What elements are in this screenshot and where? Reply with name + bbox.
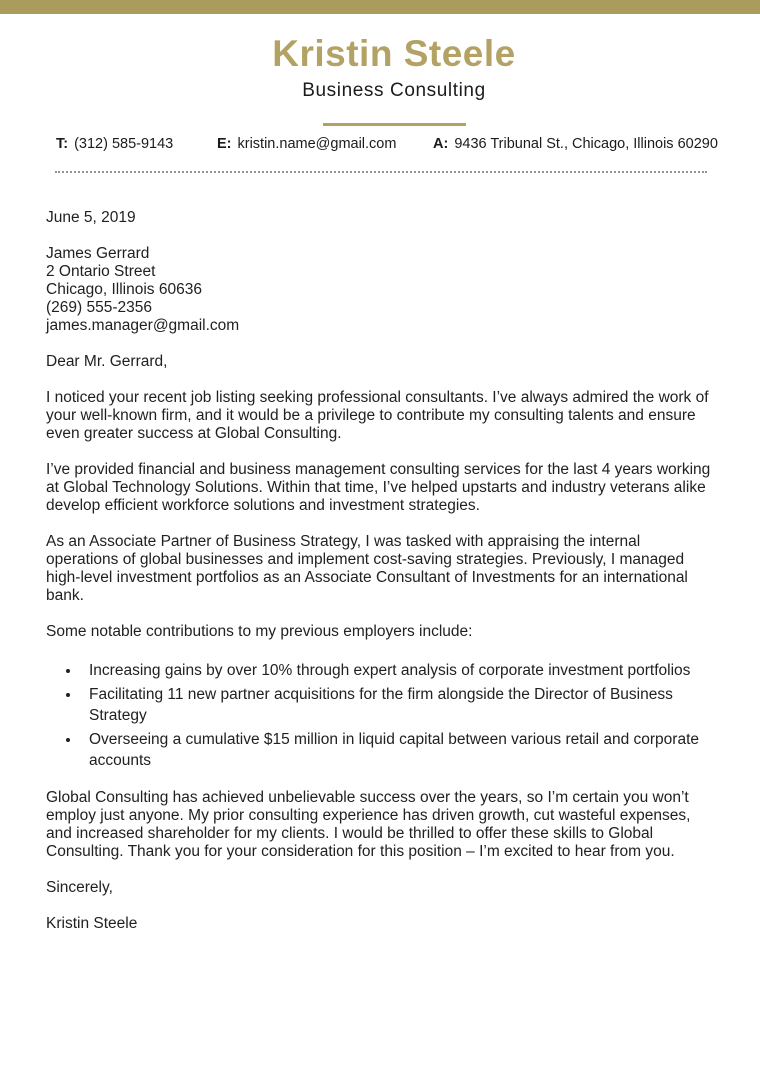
recipient-street: 2 Ontario Street <box>46 262 156 280</box>
top-accent-bar <box>0 0 760 14</box>
paragraph-1: I noticed your recent job listing seeking professional consultants. I’ve always admired the work of your well-known firm, and it would be a privilege to contribute my consulting talents and ensure even greater success at Global Consulting. <box>46 388 709 442</box>
header-divider-line <box>323 123 466 126</box>
signature: Kristin Steele <box>46 915 138 933</box>
recipient-phone: (269) 555-2356 <box>46 298 152 316</box>
address-label: A: <box>433 135 449 152</box>
list-item-1: • Increasing gains by over 10% through expert analysis of corporate investment portfolios <box>81 661 714 682</box>
page-title: Kristin Steele <box>272 33 516 74</box>
dotted-divider-line <box>55 171 707 173</box>
letter-body <box>46 209 714 934</box>
recipient-city: Chicago, Illinois 60636 <box>46 280 202 298</box>
recipient-name: James Gerrard <box>46 244 150 262</box>
closing-paragraph: Global Consulting has achieved unbelievable success over the years, so I’m certain you won’t employ just anyone. My prior consulting experience has driven growth, cut wasteful expenses, and increased shareholder for my clients. I would be thrilled to offer these skills to Global Consulting. Thank you for your consideration for this position – I’m excited to hear from you. <box>46 789 691 861</box>
salutation: Dear Mr. Gerrard, <box>46 352 168 370</box>
contact-email <box>217 136 396 152</box>
contact-address <box>433 136 718 152</box>
paragraph-3: As an Associate Partner of Business Strategy, I was tasked with appraising the internal operations of global businesses and implement cost-saving strategies. Previously, I managed high-level investment portfolios as an Associate Consultant of Investments for an international bank. <box>46 532 688 604</box>
phone-value: (312) 585-9143 <box>74 135 174 152</box>
contributions-list <box>46 661 714 772</box>
phone-label: T: <box>56 135 69 152</box>
email-label: E: <box>217 135 232 152</box>
contact-phone <box>56 136 173 152</box>
recipient-block <box>46 245 714 335</box>
contact-bar <box>0 136 760 156</box>
date-line: June 5, 2019 <box>46 208 136 226</box>
page-subtitle: Business Consulting <box>302 79 486 101</box>
recipient-email: james.manager@gmail.com <box>46 316 240 334</box>
email-value: kristin.name@gmail.com <box>237 135 397 152</box>
signoff: Sincerely, <box>46 879 113 897</box>
list-item-2: • Facilitating 11 new partner acquisitions for the firm alongside the Director of Business Strategy <box>81 685 714 726</box>
address-value: 9436 Tribunal St., Chicago, Illinois 60290 <box>454 135 718 152</box>
paragraph-2: I’ve provided financial and business management consulting services for the last 4 years working at Global Technology Solutions. Within that time, I’ve helped upstarts and industry veterans alike develop efficient workforce solutions and investment strategies. <box>46 460 711 514</box>
letterhead <box>14 34 760 102</box>
list-item-3: • Overseeing a cumulative $15 million in liquid capital between various retail and corporate accounts <box>81 730 714 771</box>
list-intro: Some notable contributions to my previous employers include: <box>46 622 473 640</box>
